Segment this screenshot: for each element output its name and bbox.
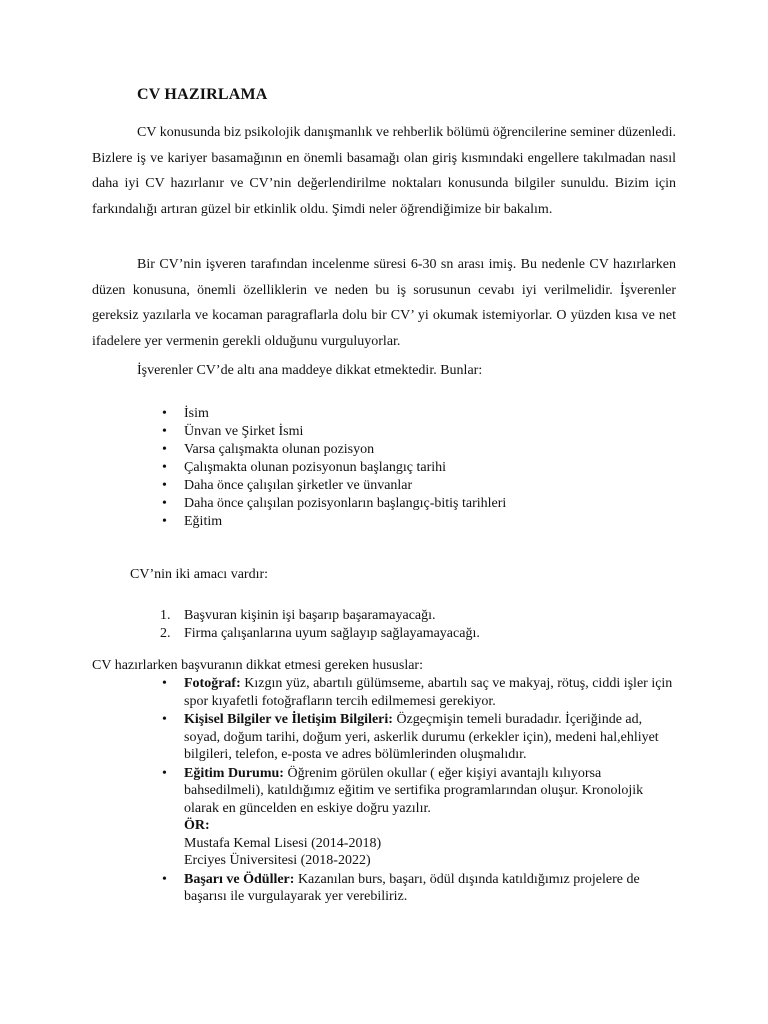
example-line: Erciyes Üniversitesi (2018-2022) [184, 853, 371, 868]
tip-personal-info [162, 711, 677, 764]
list-item: • Eğitim [162, 513, 506, 531]
tip-text: Öğrenim görülen okullar ( eğer kişiyi avantajlı kılıyorsa bahsedilmeli), katıldığımız eğitim ve sertifika programlarından oluşur. Kronolojik olarak en güncelden en eskiye doğru yazılır. [184, 765, 644, 816]
tip-photo [162, 675, 677, 710]
list-item: • İsim [162, 405, 506, 423]
example-line: Mustafa Kemal Lisesi (2014-2018) [184, 835, 382, 851]
tip-label: Fotoğraf: [184, 676, 241, 691]
tip-text: Özgeçmişin temeli buradadır. İçeriğinde ad, soyad, doğum tarihi, doğum yeri, askerlik durumu (erkekler için), medeni hal,ehliyet bilgileri, telefon, e-posta ve adres bölümlerinden oluşmalıdır. [184, 712, 659, 762]
list-item: • Daha önce çalışılan pozisyonların başlangıç-bitiş tarihleri [162, 495, 506, 513]
employer-criteria-list [162, 405, 506, 531]
list-item: • Ünvan ve Şirket İsmi [162, 423, 506, 441]
tip-text: Kızgın yüz, abartılı gülümseme, abartılı saç ve makyaj, rötuş, ciddi işler için spor kıyafetli fotoğrafların tercih edilmemesi gerekiyor. [184, 676, 673, 709]
list-item [162, 625, 480, 643]
intro-paragraph: CV konusunda biz psikolojik danışmanlık ve rehberlik bölümü öğrencilerine seminer düzenledi. Bizlere iş ve kariyer basamağının en önemli basamağı olan giriş kısmındaki engellere takılmadan nasıl daha iyi CV hazırlanır ve CV’nin değerlendirilme noktaları konusunda bilgiler sunuldu. Bizim için farkındalığı artıran güzel bir etkinlik oldu. Şimdi neler öğrendiğimize bir bakalım. [92, 125, 677, 217]
tip-education [162, 765, 677, 870]
list-item-text: Başvuran kişinin işi başarıp başaramayacağı. [184, 608, 436, 623]
cv-tips-lead: CV hazırlarken başvuranın dikkat etmesi gereken hususlar: [92, 658, 423, 673]
list-number: 1. [160, 608, 171, 623]
tip-label: Başarı ve Ödüller: [184, 871, 295, 887]
employer-criteria-lead: İşverenler CV’de altı ana maddeye dikkat etmektedir. Bunlar: [137, 363, 483, 378]
tip-achievements [162, 871, 677, 906]
list-item: • Varsa çalışmakta olunan pozisyon [162, 441, 506, 459]
list-item: • Daha önce çalışılan şirketler ve ünvanlar [162, 477, 506, 495]
cv-tips-list [162, 675, 677, 907]
page-title: CV HAZIRLAMA [137, 86, 268, 103]
review-time-paragraph: Bir CV’nin işveren tarafından incelenme süresi 6-30 sn arası imiş. Bu nedenle CV hazırlarken düzen konusuna, önemli özelliklerin ve neden bu iş sorusunun cevabı iyi verilmelidir. İşverenler gereksiz yazılarla ve kocaman paragraflarla dolu bir CV’ yi okumak istemiyorlar. O yüzden kısa ve net ifadelere yer vermenin gerekli olduğunu vurguluyorlar. [92, 257, 676, 349]
list-number: 2. [160, 626, 171, 641]
cv-goals-lead: CV’nin iki amacı vardır: [130, 567, 269, 582]
tip-label: Eğitim Durumu: [184, 765, 284, 781]
cv-goals-list [162, 607, 480, 643]
list-item-text: Firma çalışanlarına uyum sağlayıp sağlayamayacağı. [184, 626, 480, 641]
tip-label: Kişisel Bilgiler ve İletişim Bilgileri: [184, 712, 393, 727]
example-label: ÖR: [184, 818, 210, 833]
tip-text: Kazanılan burs, başarı, ödül dışında katıldığımız projelere de başarısı ile vurgulayarak yer verebiliriz. [184, 871, 640, 904]
list-item: • Çalışmakta olunan pozisyonun başlangıç tarihi [162, 459, 506, 477]
list-item [162, 607, 480, 625]
